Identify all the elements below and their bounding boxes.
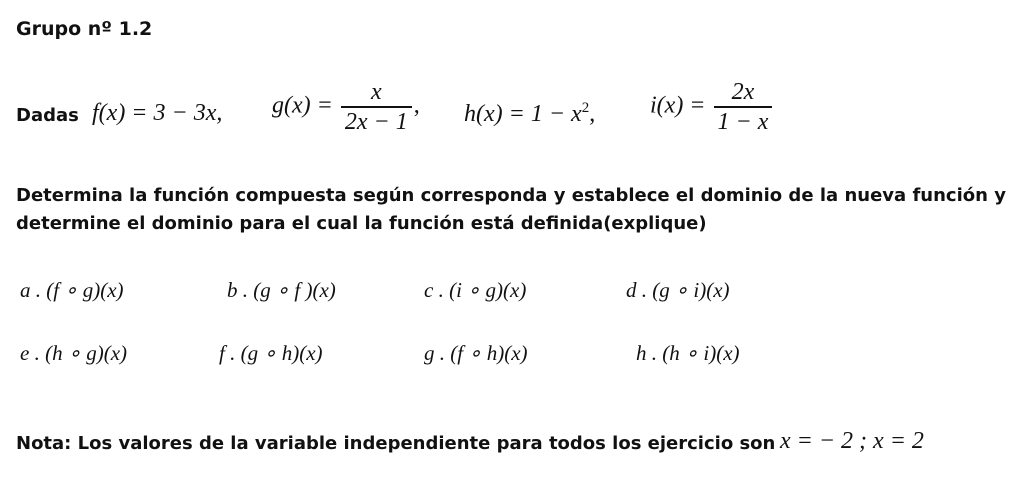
function-i-lhs: i(x) = <box>650 92 706 119</box>
function-h <box>464 100 595 128</box>
instruction-text: Determina la función compuesta según corresponda y establece el dominio de la nueva función y determine el dominio para el cual la función está definida(explique) <box>16 185 1006 234</box>
function-h-exponent: 2 <box>581 100 590 116</box>
function-i-fraction <box>714 78 773 136</box>
dadas-label: Dadas <box>16 105 79 126</box>
function-g-denominator: 2x − 1 <box>341 106 412 136</box>
function-i-denominator: 1 − x <box>714 106 773 136</box>
function-g-numerator: x <box>370 79 382 105</box>
function-h-separator: , <box>589 101 596 127</box>
note-text: Nota: Los valores de la variable independiente para todos los ejercicio son <box>16 433 776 454</box>
page-title: Grupo nº 1.2 <box>16 18 153 40</box>
exercise-c: c . (i ∘ g)(x) <box>424 278 527 302</box>
function-g <box>272 78 420 136</box>
function-f-text: f(x) = 3 − 3x, <box>92 100 223 126</box>
function-f <box>92 100 222 127</box>
exercise-a: a . (f ∘ g)(x) <box>20 278 124 302</box>
function-g-lhs: g(x) = <box>272 92 333 119</box>
exercise-f: f . (g ∘ h)(x) <box>219 341 323 365</box>
function-i-numerator: 2x <box>731 79 755 105</box>
exercise-g: g . (f ∘ h)(x) <box>424 341 528 365</box>
note-values-text: x = − 2 ; x = 2 <box>780 428 924 454</box>
function-g-fraction <box>341 78 412 136</box>
exercise-e: e . (h ∘ g)(x) <box>20 341 128 365</box>
exercise-d: d . (g ∘ i)(x) <box>626 278 730 302</box>
exercise-b: b . (g ∘ f )(x) <box>227 278 336 302</box>
function-h-text: h(x) = 1 − x <box>464 101 582 127</box>
function-g-separator: , <box>413 92 420 119</box>
function-i <box>650 78 774 136</box>
functions-definition <box>16 78 1016 148</box>
note-values <box>780 428 924 455</box>
exercise-h: h . (h ∘ i)(x) <box>636 341 740 365</box>
